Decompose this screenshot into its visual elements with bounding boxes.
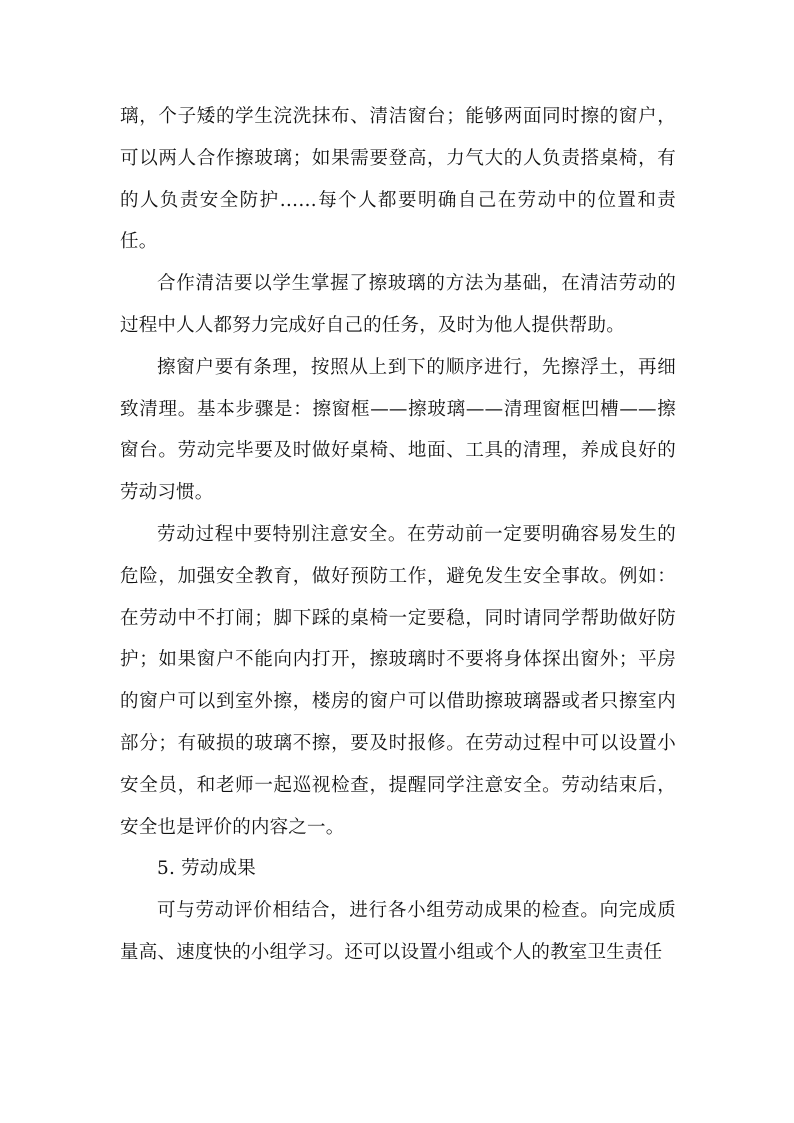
document-page	[120, 96, 676, 974]
paragraph-safety: 劳动过程中要特别注意安全。在劳动前一定要明确容易发生的危险，加强安全教育，做好预防工作，避免发生安全事故。例如：在劳动中不打闹；脚下踩的桌椅一定要稳，同时请同学帮助做好防护；如果窗户不能向内打开，擦玻璃时不要将身体探出窗外；平房的窗户可以到室外擦，楼房的窗户可以借助擦玻璃器或者只擦室内部分；有破损的玻璃不擦，要及时报修。在劳动过程中可以设置小安全员，和老师一起巡视检查，提醒同学注意安全。劳动结束后，安全也是评价的内容之一。	[120, 523, 676, 838]
paragraph-window-steps: 擦窗户要有条理，按照从上到下的顺序进行，先擦浮土，再细致清理。基本步骤是：擦窗框——擦玻璃——清理窗框凹槽——擦窗台。劳动完毕要及时做好桌椅、地面、工具的清理，养成良好的劳动习惯。	[120, 356, 676, 504]
paragraph-continued: 璃，个子矮的学生浣洗抹布、清洁窗台；能够两面同时擦的窗户，可以两人合作擦玻璃；如果需要登高，力气大的人负责搭桌椅，有的人负责安全防护……每个人都要明确自己在劳动中的位置和责任。	[120, 106, 676, 253]
paragraph-results: 可与劳动评价相结合，进行各小组劳动成果的检查。向完成质量高、速度快的小组学习。还可以设置小组或个人的教室卫生责任	[120, 900, 676, 963]
section-heading-results: 5. 劳动成果	[157, 858, 256, 880]
paragraph-cooperation: 合作清洁要以学生掌握了擦玻璃的方法为基础，在清洁劳动的过程中人人都努力完成好自己的任务，及时为他人提供帮助。	[120, 273, 676, 336]
